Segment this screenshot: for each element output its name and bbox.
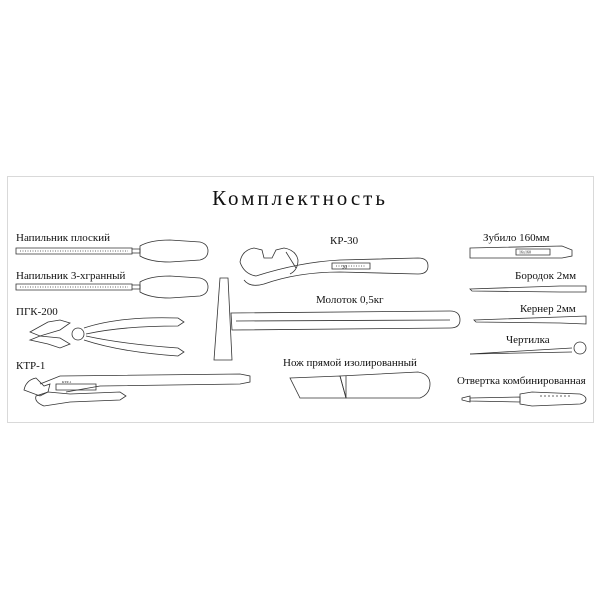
pipe-wrench-icon	[24, 374, 250, 406]
chisel-icon	[470, 246, 572, 258]
label-chisel: Зубило 160мм	[483, 232, 550, 244]
page-title: Комплектность	[212, 186, 388, 210]
wrench-scale: 30	[342, 265, 347, 271]
label-file-flat: Напильник плоский	[16, 232, 110, 244]
screwdriver-icon	[462, 392, 586, 406]
label-pgk: ПГК-200	[16, 306, 58, 318]
label-screwdriver: Отвертка комбинированная	[457, 375, 586, 387]
label-chertilka: Чертилка	[506, 334, 550, 346]
chisel-marking: 16x160	[519, 249, 531, 255]
knife-icon	[290, 372, 430, 398]
flat-file-icon	[16, 240, 208, 262]
label-kr30: КР-30	[330, 235, 359, 247]
label-borodok: Бородок 2мм	[515, 270, 577, 282]
hammer-icon	[214, 278, 460, 360]
label-file-3edge: Напильник 3-хгранный	[16, 270, 126, 282]
label-hammer: Молоток 0,5кг	[316, 294, 384, 306]
label-knife: Нож прямой изолированный	[283, 357, 417, 369]
ktr-marking: КТР-1	[62, 380, 72, 384]
drift-punch-icon	[470, 286, 586, 292]
adjustable-wrench-icon	[240, 248, 428, 285]
pliers-icon	[30, 318, 184, 356]
center-punch-icon	[474, 316, 586, 324]
triangular-file-icon	[16, 276, 208, 298]
scriber-icon	[470, 342, 586, 354]
label-kerner: Кернер 2мм	[520, 303, 576, 315]
label-ktr: КТР-1	[16, 360, 46, 372]
